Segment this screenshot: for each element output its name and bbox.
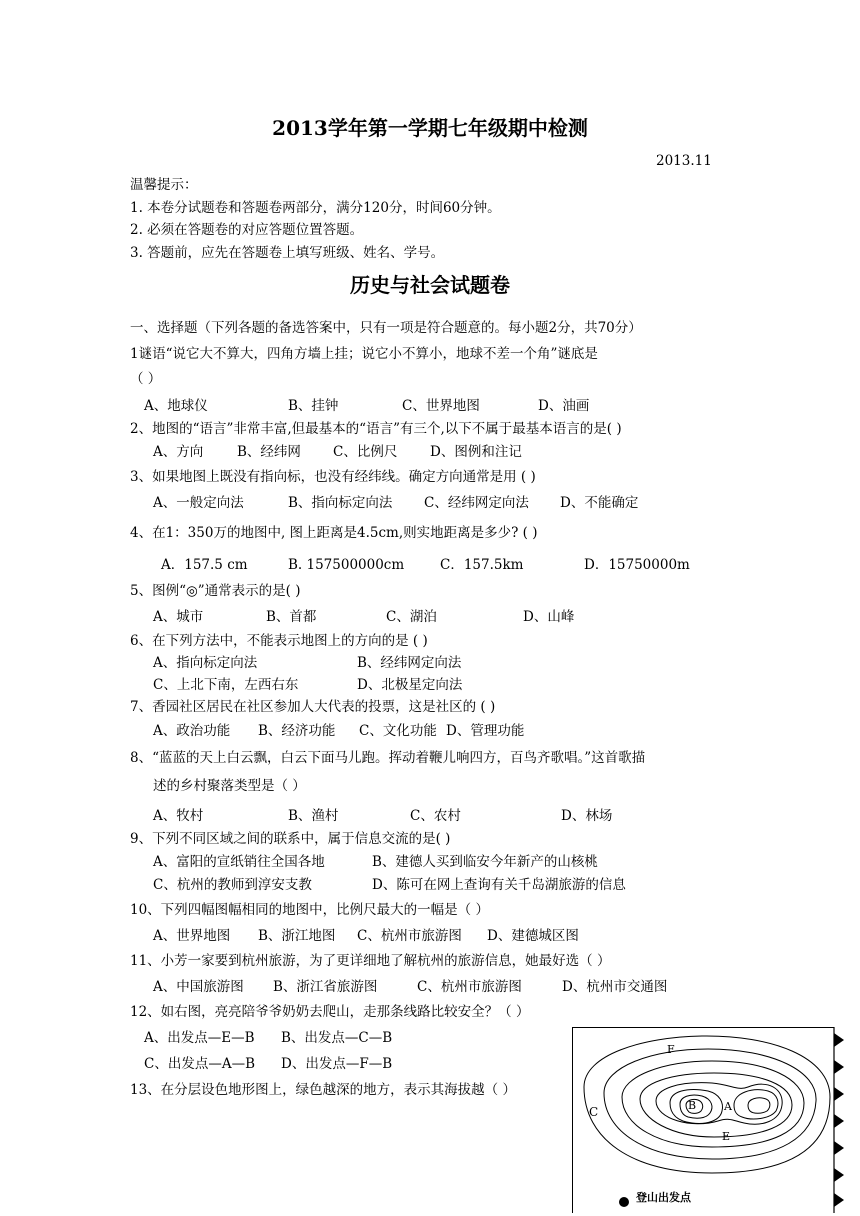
- paper-title: 历史与社会试题卷: [350, 273, 510, 297]
- question-9-option-c: C、杭州的教师到淳安支教: [153, 877, 312, 893]
- question-11-stem: 11、小芳一家要到杭州旅游，为了更详细地了解杭州的旅游信息，她最好选（ ）: [130, 953, 611, 969]
- question-1-option-a: A、地球仪: [144, 398, 208, 414]
- question-9-stem: 9、下列不同区域之间的联系中，属于信息交流的是( ): [130, 831, 451, 847]
- map-label-f: F: [667, 1043, 675, 1056]
- question-13-stem: 13、在分层设色地形图上，绿色越深的地方，表示其海拔越（ ）: [130, 1082, 516, 1098]
- question-4-stem: 4、在1：350万的地图中, 图上距离是4.5cm,则实地距离是多少? ( ): [130, 525, 538, 541]
- question-2-option-a: A、方向: [153, 444, 204, 460]
- exam-title: 2013学年第一学期七年级期中检测: [272, 116, 588, 140]
- question-6-option-a: A、指向标定向法: [153, 655, 258, 671]
- question-4-option-d: D．15750000m: [584, 557, 690, 573]
- question-1-option-c: C、世界地图: [402, 398, 480, 414]
- map-start-point: [619, 1197, 629, 1207]
- question-10-option-a: A、世界地图: [153, 928, 231, 944]
- question-6-stem: 6、在下列方法中，不能表示地图上的方向的是 ( ): [130, 633, 428, 649]
- notice-item: 3. 答题前，应先在答题卷上填写班级、姓名、学号。: [130, 245, 445, 261]
- notice-item: 1. 本卷分试题卷和答题卷两部分，满分120分，时间60分钟。: [130, 200, 501, 216]
- map-label-start: 登山出发点: [636, 1191, 691, 1204]
- question-9-option-d: D、陈可在网上查询有关千岛湖旅游的信息: [372, 877, 626, 893]
- question-9-option-a: A、富阳的宣纸销往全国各地: [153, 854, 325, 870]
- question-12-option-d: D、出发点—F—B: [281, 1056, 393, 1072]
- question-9-option-b: B、建德人买到临安今年新产的山核桃: [372, 854, 598, 870]
- question-6-option-b: B、经纬网定向法: [357, 655, 462, 671]
- question-10-stem: 10、下列四幅图幅相同的地图中，比例尺最大的一幅是（ ）: [130, 902, 489, 918]
- question-11-option-c: C、杭州市旅游图: [417, 979, 522, 995]
- question-2-option-b: B、经纬网: [237, 444, 301, 460]
- question-8-option-c: C、农村: [410, 808, 461, 824]
- notice-heading: 温馨提示：: [130, 177, 198, 193]
- question-3-option-a: A、一般定向法: [153, 495, 244, 511]
- map-label-e: E: [722, 1130, 731, 1143]
- map-label-a: A: [724, 1100, 732, 1113]
- question-5-option-c: C、湖泊: [386, 609, 437, 625]
- question-4-option-c: C．157.5km: [440, 557, 524, 573]
- question-12-option-a: A、出发点—E—B: [144, 1030, 255, 1046]
- question-8-stem-cont: 述的乡村聚落类型是（ ）: [153, 778, 306, 794]
- map-label-b: B: [688, 1099, 697, 1112]
- question-1-stem: 1谜语“说它大不算大，四角方墙上挂；说它小不算小，地球不差一个角”谜底是: [130, 346, 598, 362]
- question-5-option-d: D、山峰: [523, 609, 575, 625]
- notice-item: 2. 必须在答题卷的对应答题位置答题。: [130, 222, 364, 238]
- question-10-option-b: B、浙江地图: [258, 928, 336, 944]
- question-11-option-a: A、中国旅游图: [153, 979, 244, 995]
- question-1-option-d: D、油画: [538, 398, 590, 414]
- question-3-option-d: D、不能确定: [560, 495, 639, 511]
- map-contour-lines: [584, 1036, 830, 1173]
- question-12-stem: 12、如右图，亮亮陪爷爷奶奶去爬山，走那条线路比较安全？（ ）: [130, 1004, 530, 1020]
- question-8-option-b: B、渔村: [288, 808, 339, 824]
- question-4-option-b: B. 157500000cm: [288, 557, 405, 573]
- question-2-option-d: D、图例和注记: [430, 444, 522, 460]
- map-cliff-ticks: [834, 1033, 844, 1207]
- contour-map-figure: [572, 1027, 848, 1213]
- question-12-option-c: C、出发点—A—B: [144, 1056, 255, 1072]
- question-6-option-c: C、上北下南，左西右东: [153, 677, 299, 693]
- question-11-option-b: B、浙江省旅游图: [273, 979, 378, 995]
- question-8-option-d: D、林场: [561, 808, 613, 824]
- exam-date: 2013.11: [656, 153, 712, 169]
- question-11-option-d: D、杭州市交通图: [562, 979, 668, 995]
- question-7-option-b: B、经济功能: [258, 723, 336, 739]
- question-3-option-b: B、指向标定向法: [288, 495, 393, 511]
- question-3-option-c: C、经纬网定向法: [424, 495, 529, 511]
- question-3-stem: 3、如果地图上既没有指向标，也没有经纬线。确定方向通常是用 ( ): [130, 469, 536, 485]
- question-1-option-b: B、挂钟: [288, 398, 339, 414]
- question-7-option-a: A、政治功能: [153, 723, 231, 739]
- question-5-option-b: B、首都: [266, 609, 317, 625]
- section-heading: 一、选择题（下列各题的备选答案中，只有一项是符合题意的。每小题2分，共70分）: [130, 320, 642, 336]
- question-7-stem: 7、香园社区居民在社区参加人大代表的投票，这是社区的 ( ): [130, 699, 496, 715]
- question-10-option-c: C、杭州市旅游图: [357, 928, 462, 944]
- question-8-option-a: A、牧村: [153, 808, 204, 824]
- question-6-option-d: D、北极星定向法: [357, 677, 463, 693]
- question-4-option-a: A．157.5 cm: [161, 557, 248, 573]
- question-10-option-d: D、建德城区图: [487, 928, 579, 944]
- question-2-stem: 2、地图的“语言”非常丰富,但最基本的“语言”有三个,以下不属于最基本语言的是( ): [130, 421, 622, 437]
- question-1-stem-cont: （ ）: [130, 371, 162, 387]
- question-12-option-b: B、出发点—C—B: [281, 1030, 393, 1046]
- question-7-option-d: D、管理功能: [446, 723, 525, 739]
- question-2-option-c: C、比例尺: [333, 444, 398, 460]
- map-label-c: C: [589, 1105, 599, 1119]
- question-7-option-c: C、文化功能: [359, 723, 437, 739]
- question-8-stem: 8、“蓝蓝的天上白云飘，白云下面马儿跑。挥动着鞭儿响四方，百鸟齐歌唱。”这首歌描: [130, 750, 646, 766]
- question-5-stem: 5、图例“◎”通常表示的是( ): [130, 583, 301, 599]
- question-5-option-a: A、城市: [153, 609, 204, 625]
